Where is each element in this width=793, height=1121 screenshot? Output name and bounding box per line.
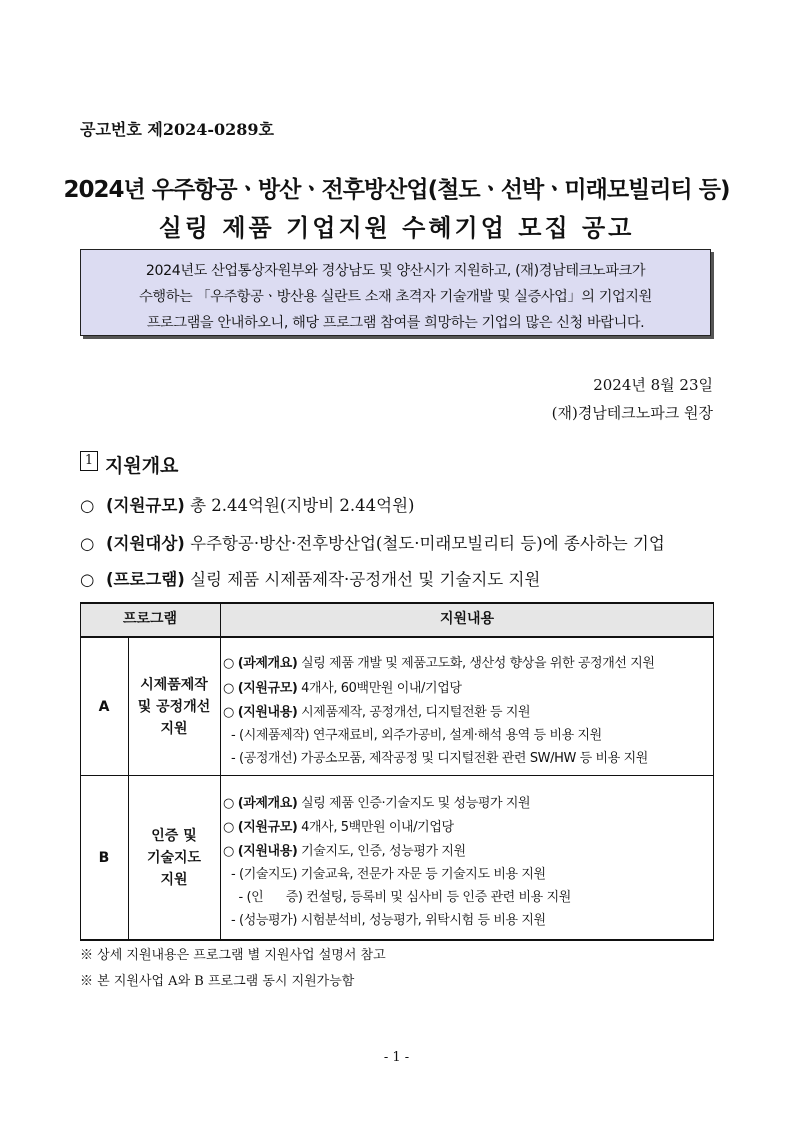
intro-line: 2024년도 산업통상자원부와 경상남도 및 양산시가 지원하고, (재)경남테크노파크가 <box>145 263 646 279</box>
document-title-line-1: 2024년 우주항공ㆍ방산ㆍ전후방산업(철도ㆍ선박ㆍ미래모빌리티 등) <box>63 177 730 203</box>
document-title-line-2: 실링 제품 기업지원 수혜기업 모집 공고 <box>158 214 635 242</box>
intro-line: 프로그램을 안내하오니, 해당 프로그램 참여를 희망하는 기업의 많은 신청 바랍니다. <box>146 315 645 331</box>
content-line: ○ (지원내용) 기술지도, 인증, 성능평가 지원 <box>223 844 466 859</box>
row-name-line: 지원 <box>160 720 188 737</box>
issuer: (재)경남테크노파크 원장 <box>551 404 713 422</box>
row-name-line: 인증 및 <box>151 828 197 844</box>
intro-box <box>80 249 711 336</box>
table-border <box>220 602 221 941</box>
row-name-line: 및 공정개선 <box>137 698 211 715</box>
header-content: 지원내용 <box>439 611 495 627</box>
overview-text: 총 2.44억원(지방비 2.44억원) <box>190 496 415 515</box>
header-program: 프로그램 <box>122 611 178 627</box>
table-border <box>713 602 714 941</box>
overview-text: 실링 제품 시제품제작·공정개선 및 기술지도 지원 <box>190 570 541 589</box>
table-border <box>80 636 714 638</box>
content-line: - (공정개선) 가공소모품, 제작공정 및 디지털전환 관련 SW/HW 등 비용 지원 <box>231 751 648 766</box>
overview-label: (프로그램) <box>106 570 185 589</box>
table-border <box>80 939 714 941</box>
program-table <box>80 602 714 940</box>
overview-item-target <box>80 530 665 554</box>
row-name-line: 기술지도 <box>146 850 202 866</box>
content-line: - (시제품제작) 연구재료비, 외주가공비, 설계·해석 용역 등 비용 지원 <box>231 728 602 743</box>
bullet-icon: ○ <box>80 534 95 553</box>
bullet-icon: ○ <box>80 570 95 589</box>
content-line: ○ (과제개요) 실링 제품 인증·기술지도 및 성능평가 지원 <box>223 796 531 811</box>
table-border <box>80 602 714 604</box>
overview-label: (지원규모) <box>106 496 185 515</box>
content-line: ○ (지원규모) 4개사, 60백만원 이내/기업당 <box>223 681 462 696</box>
intro-line: 수행하는 「우주항공ㆍ방산용 실란트 소재 초격자 기술개발 및 실증사업」의 기업지원 <box>139 289 652 305</box>
note-detail: ※ 상세 지원내용은 프로그램 별 지원사업 설명서 참고 <box>80 948 386 963</box>
bullet-icon: ○ <box>80 496 95 515</box>
overview-label: (지원대상) <box>106 534 185 553</box>
table-border <box>128 638 129 940</box>
row-code-b: B <box>98 850 110 866</box>
note-concurrent: ※ 본 지원사업 A와 B 프로그램 동시 지원가능함 <box>80 974 355 989</box>
content-line: ○ (지원내용) 시제품제작, 공정개선, 디지털전환 등 지원 <box>223 705 531 720</box>
content-line: ○ (지원규모) 4개사, 5백만원 이내/기업당 <box>223 820 454 835</box>
row-name-line: 시제품제작 <box>140 676 208 693</box>
table-border <box>80 775 714 776</box>
table-border <box>80 602 81 941</box>
row-name-b <box>128 776 220 940</box>
overview-item-program <box>80 566 540 590</box>
content-line: - (인 증) 컨설팅, 등록비 및 심사비 등 인증 관련 비용 지원 <box>231 890 571 905</box>
content-line: ○ (과제개요) 실링 제품 개발 및 제품고도화, 생산성 향상을 위한 공정개선 지원 <box>223 656 655 671</box>
overview-item-scale <box>80 492 414 516</box>
notice-date: 2024년 8월 23일 <box>593 376 713 394</box>
page-number: - 1 - <box>383 1050 410 1065</box>
content-line: - (기술지도) 기술교육, 전문가 자문 등 기술지도 비용 지원 <box>231 867 546 882</box>
section-title: 지원개요 <box>105 455 179 477</box>
row-name-line: 지원 <box>160 872 188 888</box>
section-number: 1 <box>80 451 98 471</box>
content-line: - (성능평가) 시험분석비, 성능평가, 위탁시험 등 비용 지원 <box>231 913 546 928</box>
row-name-a <box>128 638 220 775</box>
notice-number: 공고번호 제2024-0289호 <box>80 120 275 139</box>
row-code-a: A <box>98 698 110 715</box>
overview-text: 우주항공·방산·전후방산업(철도·미래모빌리티 등)에 종사하는 기업 <box>190 534 665 553</box>
